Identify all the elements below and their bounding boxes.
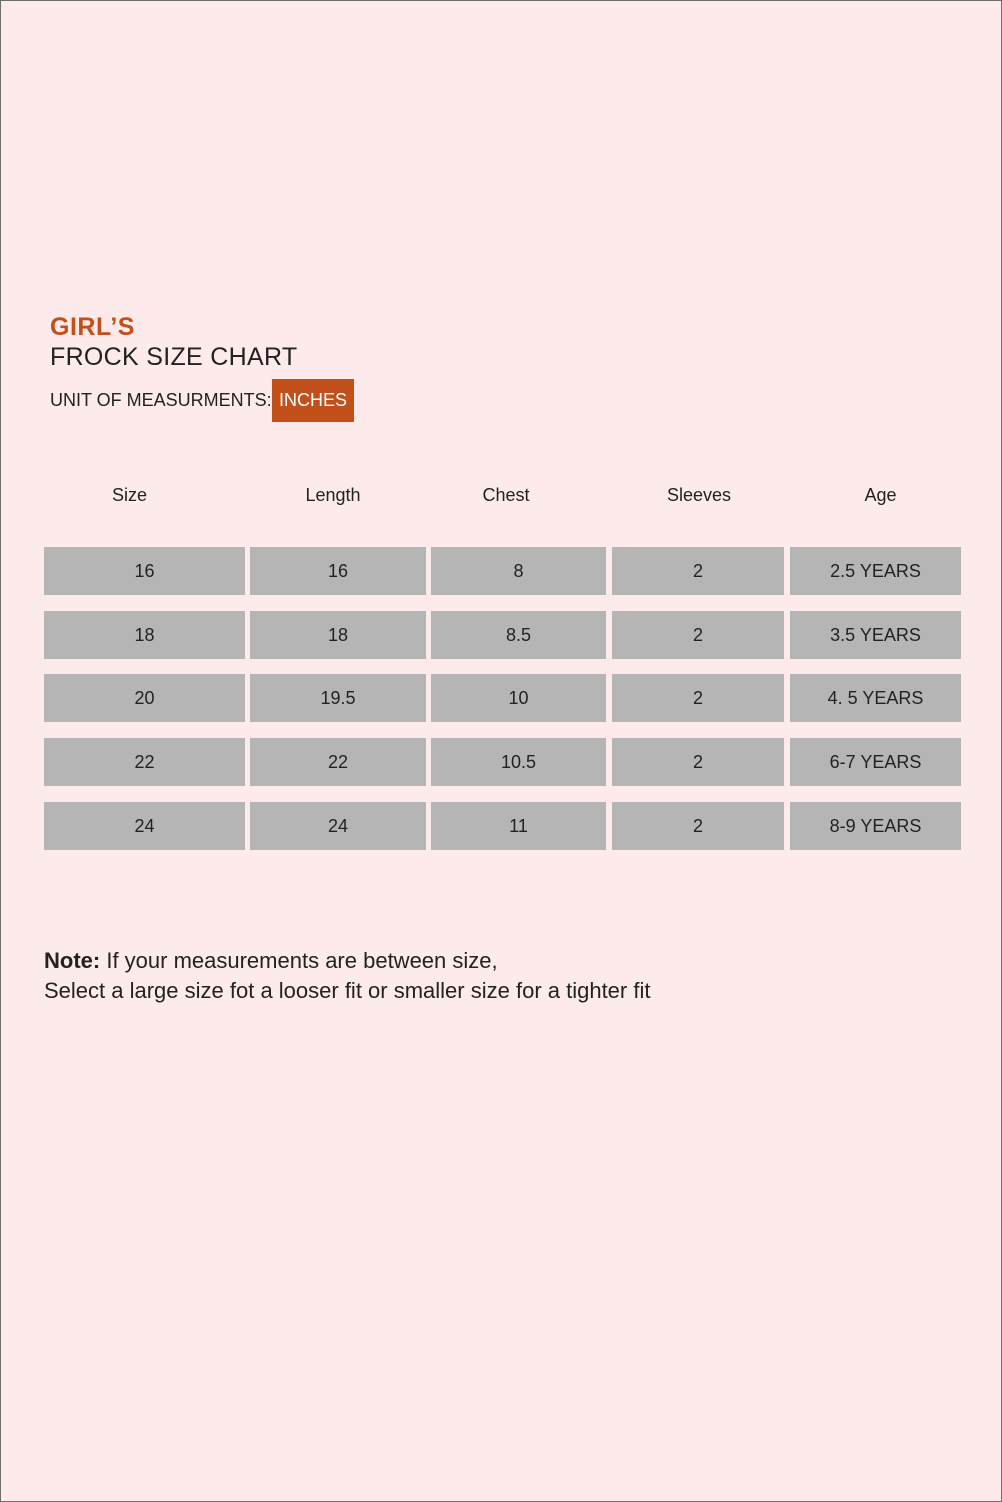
table-cell-chest: 10 (431, 674, 606, 722)
table-cell-sleeves: 2 (612, 802, 784, 850)
table-cell-age: 8-9 YEARS (790, 802, 961, 850)
header-size: Size (111, 485, 147, 505)
note-label: Note: (44, 948, 101, 973)
table-cell-age: 4. 5 YEARS (790, 674, 961, 722)
unit-badge: INCHES (272, 379, 354, 422)
table-cell-chest: 11 (431, 802, 606, 850)
table-cell-chest: 8 (431, 547, 606, 595)
table-cell-length: 22 (250, 738, 426, 786)
table-cell-chest: 10.5 (431, 738, 606, 786)
table-cell-age: 6-7 YEARS (790, 738, 961, 786)
table-cell-sleeves: 2 (612, 547, 784, 595)
header-chest: Chest (482, 485, 530, 505)
unit-label: UNIT OF MEASURMENTS: (50, 390, 272, 410)
title-girls: GIRL’S (50, 313, 135, 341)
table-cell-size: 20 (44, 674, 245, 722)
table-cell-size: 16 (44, 547, 245, 595)
header-sleeves: Sleeves (666, 485, 732, 505)
note-line-2: Select a large size fot a looser fit or smaller size for a tighter fit (44, 978, 651, 1003)
note-line-1 (44, 946, 650, 976)
note-text (44, 946, 650, 1006)
note-line-1-text: If your measurements are between size, (100, 948, 498, 973)
table-cell-size: 24 (44, 802, 245, 850)
table-cell-size: 22 (44, 738, 245, 786)
table-cell-length: 16 (250, 547, 426, 595)
table-cell-age: 3.5 YEARS (790, 611, 961, 659)
header-age: Age (864, 485, 897, 505)
table-cell-length: 24 (250, 802, 426, 850)
table-cell-chest: 8.5 (431, 611, 606, 659)
table-cell-age: 2.5 YEARS (790, 547, 961, 595)
header-length: Length (305, 485, 361, 505)
table-cell-sleeves: 2 (612, 611, 784, 659)
table-cell-length: 18 (250, 611, 426, 659)
table-cell-sleeves: 2 (612, 674, 784, 722)
table-cell-sleeves: 2 (612, 738, 784, 786)
title-frock-size-chart: FROCK SIZE CHART (50, 343, 298, 371)
table-cell-length: 19.5 (250, 674, 426, 722)
table-cell-size: 18 (44, 611, 245, 659)
